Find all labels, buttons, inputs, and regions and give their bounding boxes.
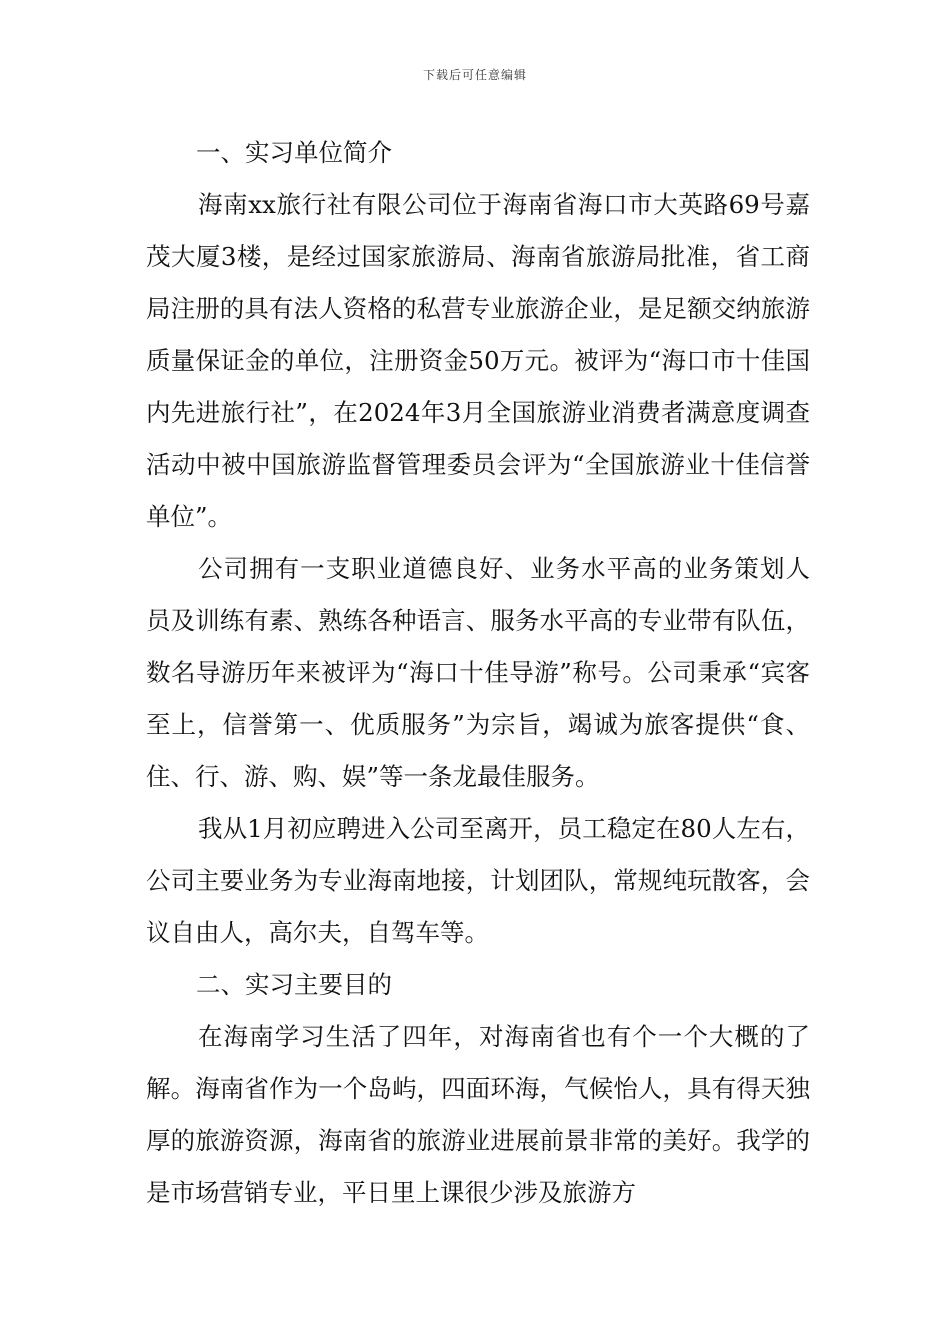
paragraph-company-team: 公司拥有一支职业道德良好、业务水平高的业务策划人员及训练有素、熟练各种语言、服务水平高的专业带有队伍，数名导游历年来被评为“海口十佳导游”称号。公司秉承“宾客至上，信誉第一、优质服务”为宗旨，竭诚为旅客提供“食、住、行、游、购、娱”等一条龙最佳服务。 bbox=[146, 554, 810, 791]
page-header-note: 下载后可任意编辑 bbox=[422, 68, 527, 82]
paragraph-personal-experience: 我从1月初应聘进入公司至离开，员工稳定在80人左右，公司主要业务为专业海南地接，计划团队，常规纯玩散客，会议自由人，高尔夫，自驾车等。 bbox=[146, 814, 810, 947]
paragraph-company-intro: 海南xx旅行社有限公司位于海南省海口市大英路69号嘉茂大厦3楼，是经过国家旅游局、海南省旅游局批准，省工商局注册的具有法人资格的私营专业旅游企业，是足额交纳旅游质量保证金的单位，注册资金50万元。被评为“海口市十佳国内先进旅行社”，在2024年3月全国旅游业消费者满意度调查活动中被中国旅游监督管理委员会评为“全国旅游业十佳信誉单位”。 bbox=[146, 190, 810, 531]
section-heading-1: 一、实习单位简介 bbox=[196, 138, 392, 167]
section-heading-2: 二、实习主要目的 bbox=[196, 970, 392, 999]
document-body bbox=[146, 127, 810, 1219]
paragraph-internship-purpose: 在海南学习生活了四年，对海南省也有个一个大概的了解。海南省作为一个岛屿，四面环海，气候怡人，具有得天独厚的旅游资源，海南省的旅游业进展前景非常的美好。我学的是市场营销专业，平日里上课很少涉及旅游方 bbox=[146, 1022, 810, 1207]
